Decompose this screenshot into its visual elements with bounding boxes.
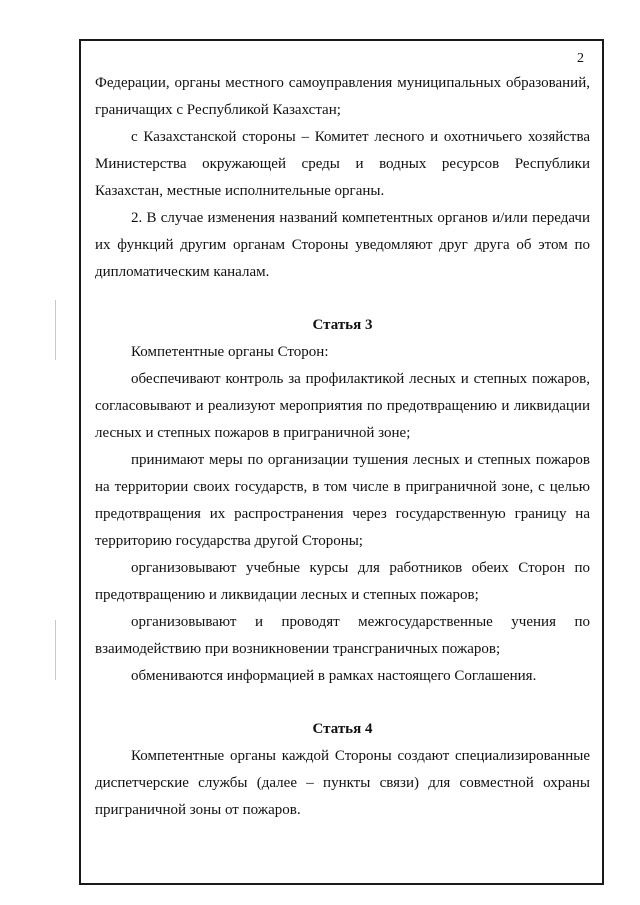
page-number: 2 xyxy=(577,51,584,66)
paragraph: принимают меры по организации тушения лесных и степных пожаров на территории своих государств, в том числе в приграничной зоне, с целью предотвращения их распространения через государственную границу на территорию государства другой Стороны; xyxy=(95,452,590,549)
article-3-title: Статья 3 xyxy=(312,317,373,333)
paragraph: Компетентные органы Сторон: xyxy=(131,344,329,360)
scan-artifact-line xyxy=(55,620,56,680)
article-4-title: Статья 4 xyxy=(312,721,373,737)
document-body xyxy=(95,70,590,824)
paragraph: с Казахстанской стороны – Комитет лесного и охотничьего хозяйства Министерства окружающей среды и водных ресурсов Республики Казахстан, местные исполнительные органы. xyxy=(95,129,590,199)
paragraph: обеспечивают контроль за профилактикой лесных и степных пожаров, согласовывают и реализуют мероприятия по предотвращению и ликвидации лесных и степных пожаров в приграничной зоне; xyxy=(95,371,590,441)
paragraph: Федерации, органы местного самоуправления муниципальных образований, граничащих с Республикой Казахстан; xyxy=(95,75,590,118)
paragraph: 2. В случае изменения названий компетентных органов и/или передачи их функций другим органам Стороны уведомляют друг друга об этом по дипломатическим каналам. xyxy=(95,210,590,280)
paragraph: Компетентные органы каждой Стороны создают специализированные диспетчерские службы (далее – пункты связи) для совместной охраны приграничной зоны от пожаров. xyxy=(95,748,590,818)
paragraph: обмениваются информацией в рамках настоящего Соглашения. xyxy=(131,668,537,684)
paragraph: организовывают и проводят межгосударственные учения по взаимодействию при возникновении трансграничных пожаров; xyxy=(95,614,590,657)
scan-artifact-line xyxy=(55,300,56,360)
paragraph: организовывают учебные курсы для работников обеих Сторон по предотвращению и ликвидации лесных и степных пожаров; xyxy=(95,560,590,603)
